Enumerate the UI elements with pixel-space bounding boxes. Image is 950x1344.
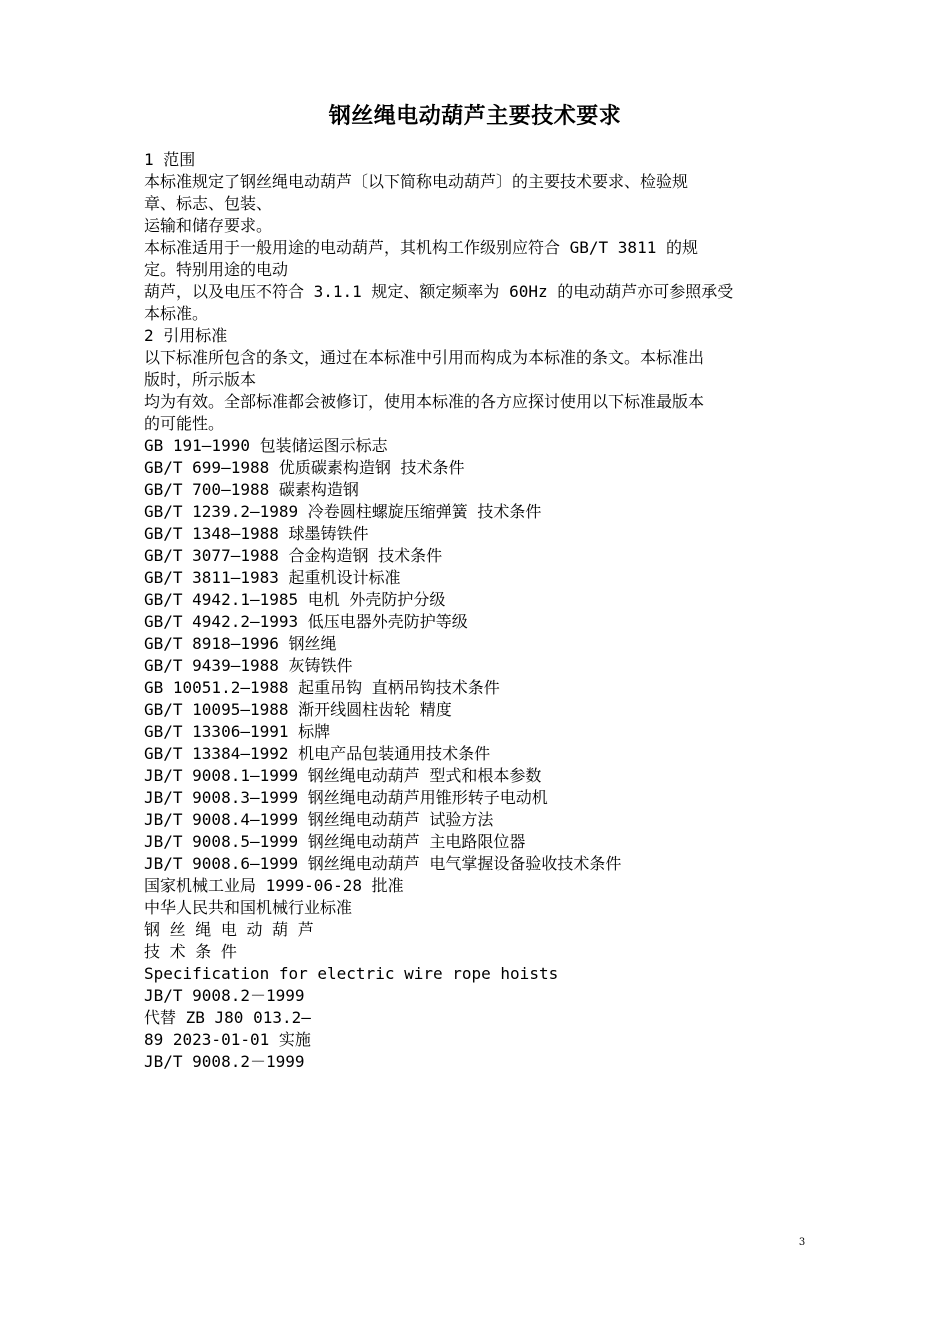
document-title: 钢丝绳电动葫芦主要技术要求 — [328, 104, 622, 129]
standard-subtitle: 技 术 条 件 — [144, 942, 237, 961]
page-number: 3 — [798, 1237, 806, 1248]
approval-line: 国家机械工业局 1999-06-28 批准 — [144, 876, 404, 895]
standard-title: 钢 丝 绳 电 动 葫 芦 — [144, 920, 314, 939]
reference-item: GB/T 3811—1983 起重机设计标准 — [144, 568, 401, 587]
reference-item: GB 10051.2—1988 起重吊钩 直柄吊钩技术条件 — [144, 678, 500, 697]
reference-item: GB/T 13306—1991 标牌 — [144, 722, 331, 741]
standard-code: JB/T 9008.2－1999 — [144, 986, 305, 1005]
reference-item: JB/T 9008.6—1999 钢丝绳电动葫芦 电气掌握设备验收技术条件 — [144, 854, 622, 873]
reference-item: GB 191—1990 包装储运图示标志 — [144, 436, 388, 455]
reference-item: GB/T 700—1988 碳素构造钢 — [144, 480, 359, 499]
reference-item: JB/T 9008.5—1999 钢丝绳电动葫芦 主电路限位器 — [144, 832, 526, 851]
document-body — [144, 149, 814, 1073]
reference-item: JB/T 9008.4—1999 钢丝绳电动葫芦 试验方法 — [144, 810, 494, 829]
body-line: 本标准。 — [144, 304, 209, 323]
body-line: 葫芦，以及电压不符合 3.1.1 规定、额定频率为 60Hz 的电动葫芦亦可参照承受 — [144, 282, 734, 301]
body-line: 运输和储存要求。 — [144, 216, 273, 235]
body-line: 版时，所示版本 — [144, 370, 257, 389]
reference-item: JB/T 9008.1—1999 钢丝绳电动葫芦 型式和根本参数 — [144, 766, 542, 785]
body-line: 章、标志、包装、 — [144, 194, 273, 213]
reference-item: GB/T 1239.2—1989 冷卷圆柱螺旋压缩弹簧 技术条件 — [144, 502, 542, 521]
reference-item: GB/T 8918—1996 钢丝绳 — [144, 634, 337, 653]
reference-item: GB/T 4942.2—1993 低压电器外壳防护等级 — [144, 612, 468, 631]
reference-item: GB/T 10095—1988 渐开线圆柱齿轮 精度 — [144, 700, 452, 719]
reference-item: GB/T 4942.1—1985 电机 外壳防护分级 — [144, 590, 446, 609]
body-line: 以下标准所包含的条文，通过在本标准中引用而构成为本标准的条文。本标准出 — [144, 348, 705, 367]
reference-item: JB/T 9008.3—1999 钢丝绳电动葫芦用锥形转子电动机 — [144, 788, 548, 807]
standard-english-title: Specification for electric wire rope hoists — [144, 964, 559, 983]
reference-item: GB/T 9439—1988 灰铸铁件 — [144, 656, 353, 675]
reference-item: GB/T 699—1988 优质碳素构造钢 技术条件 — [144, 458, 465, 477]
body-line: 本标准适用于一般用途的电动葫芦，其机构工作级别应符合 GB/T 3811 的规 — [144, 238, 698, 257]
body-line: 的可能性。 — [144, 414, 225, 433]
effective-date-line: 89 2023-01-01 实施 — [144, 1030, 311, 1049]
body-line: 均为有效。全部标准都会被修订，使用本标准的各方应探讨使用以下标准最版本 — [144, 392, 705, 411]
body-line: 本标准规定了钢丝绳电动葫芦〔以下简称电动葫芦〕的主要技术要求、检验规 — [144, 172, 689, 191]
section-heading-scope: 1 范围 — [144, 150, 196, 169]
section-heading-references: 2 引用标准 — [144, 326, 228, 345]
standard-code-repeat: JB/T 9008.2－1999 — [144, 1052, 305, 1071]
reference-item: GB/T 1348—1988 球墨铸铁件 — [144, 524, 369, 543]
replaces-line: 代替 ZB J80 013.2— — [144, 1008, 311, 1027]
standard-category: 中华人民共和国机械行业标准 — [144, 898, 353, 917]
reference-item: GB/T 13384—1992 机电产品包装通用技术条件 — [144, 744, 491, 763]
reference-item: GB/T 3077—1988 合金构造钢 技术条件 — [144, 546, 443, 565]
body-line: 定。特别用途的电动 — [144, 260, 289, 279]
